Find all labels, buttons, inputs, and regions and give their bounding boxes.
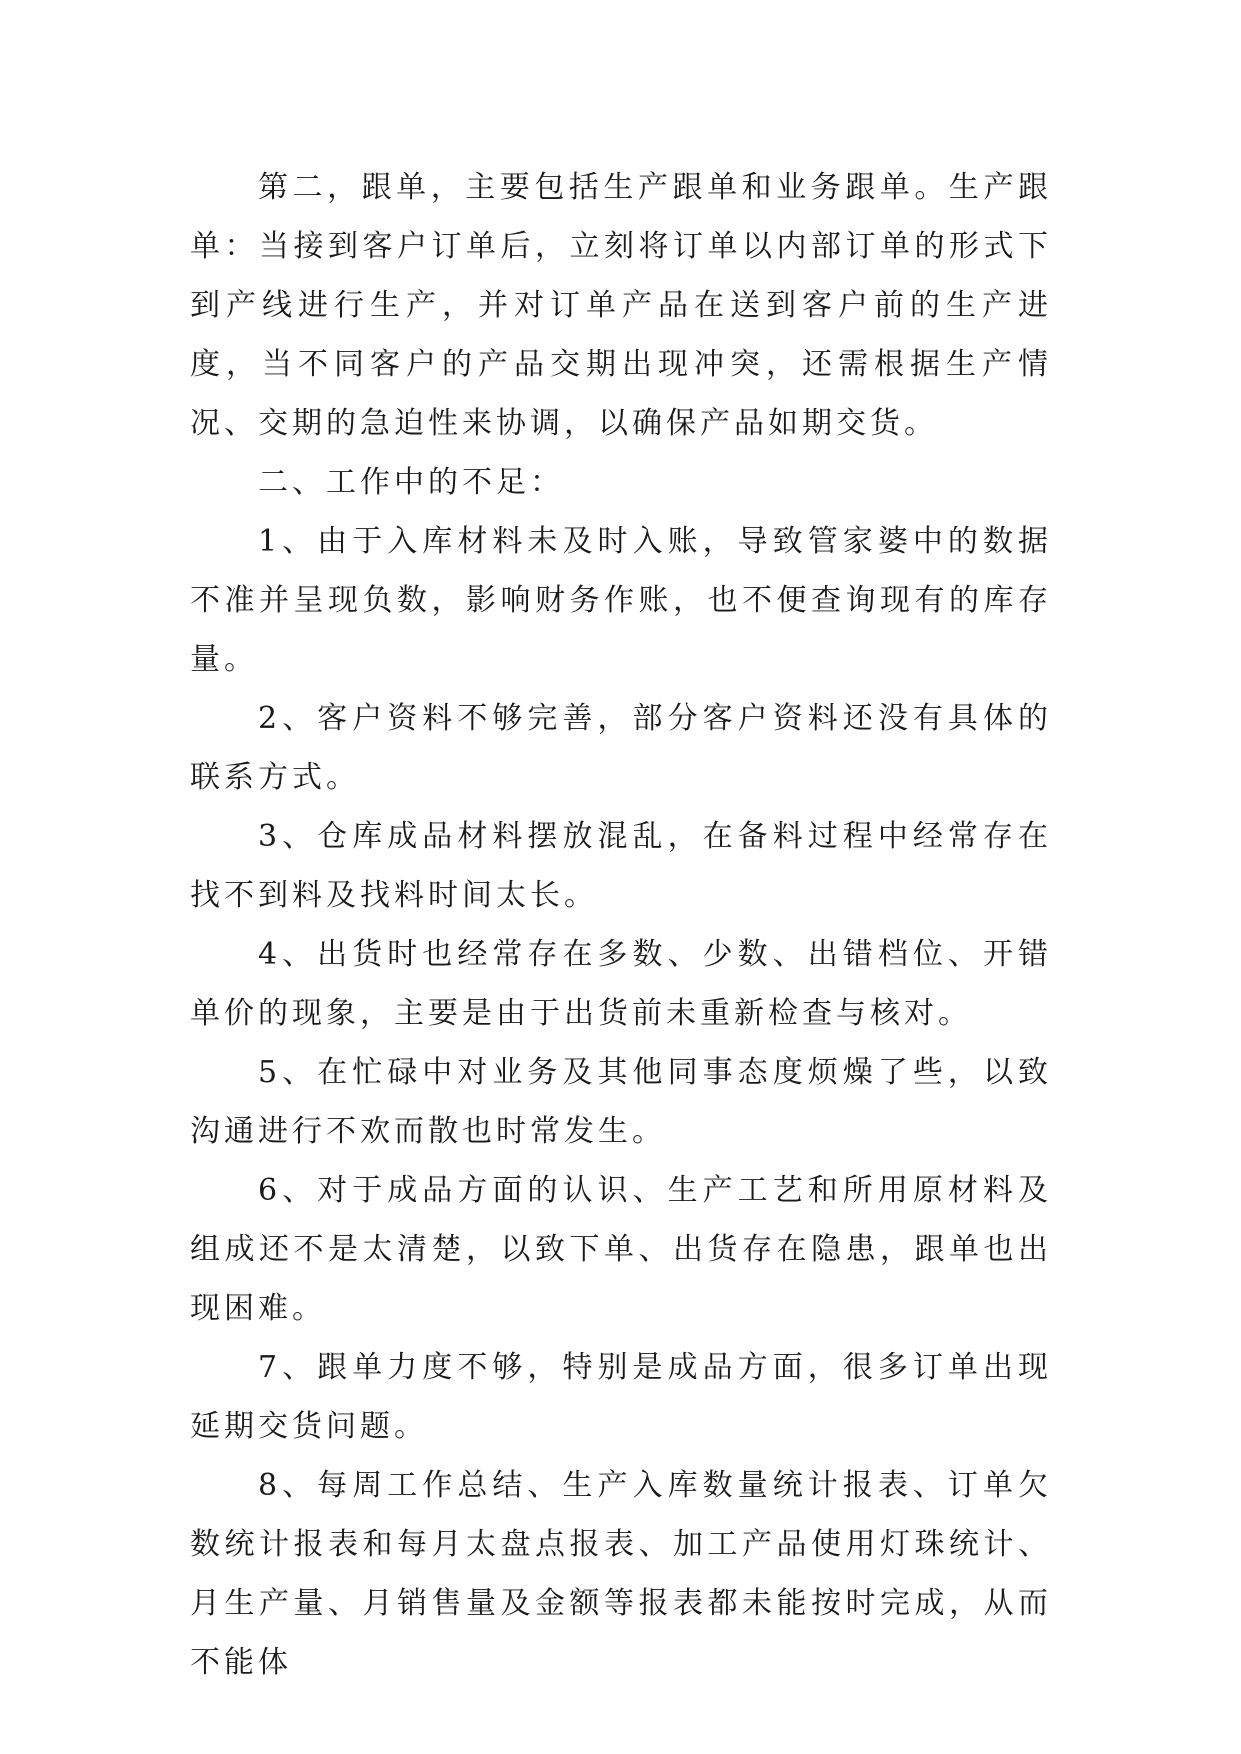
paragraph-item-8: 8、每周工作总结、生产入库数量统计报表、订单欠数统计报表和每月太盘点报表、加工产品使用灯珠统计、月生产量、月销售量及金额等报表都未能按时完成，从而不能体	[190, 1468, 1052, 1680]
paragraph-item-6: 6、对于成品方面的认识、生产工艺和所用原材料及组成还不是太清楚，以致下单、出货存在隐患，跟单也出现困难。	[190, 1173, 1052, 1326]
paragraph-follow-up: 第二，跟单，主要包括生产跟单和业务跟单。生产跟单：当接到客户订单后，立刻将订单以内部订单的形式下到产线进行生产，并对订单产品在送到客户前的生产进度，当不同客户的产品交期出现冲突，还需根据生产情况、交期的急迫性来协调，以确保产品如期交货。	[190, 170, 1052, 441]
document-body	[190, 158, 1052, 1692]
paragraph-item-2: 2、客户资料不够完善，部分客户资料还没有具体的联系方式。	[190, 701, 1052, 795]
paragraph-item-5: 5、在忙碌中对业务及其他同事态度烦燥了些，以致沟通进行不欢而散也时常发生。	[190, 1055, 1052, 1149]
section-heading-shortcomings: 二、工作中的不足：	[258, 465, 564, 500]
paragraph-item-1: 1、由于入库材料未及时入账，导致管家婆中的数据不准并呈现负数，影响财务作账，也不便查询现有的库存量。	[190, 524, 1052, 677]
paragraph-item-4: 4、出货时也经常存在多数、少数、出错档位、开错单价的现象，主要是由于出货前未重新检查与核对。	[190, 937, 1052, 1031]
paragraph-item-7: 7、跟单力度不够，特别是成品方面，很多订单出现延期交货问题。	[190, 1350, 1052, 1444]
paragraph-item-3: 3、仓库成品材料摆放混乱，在备料过程中经常存在找不到料及找料时间太长。	[190, 819, 1052, 913]
